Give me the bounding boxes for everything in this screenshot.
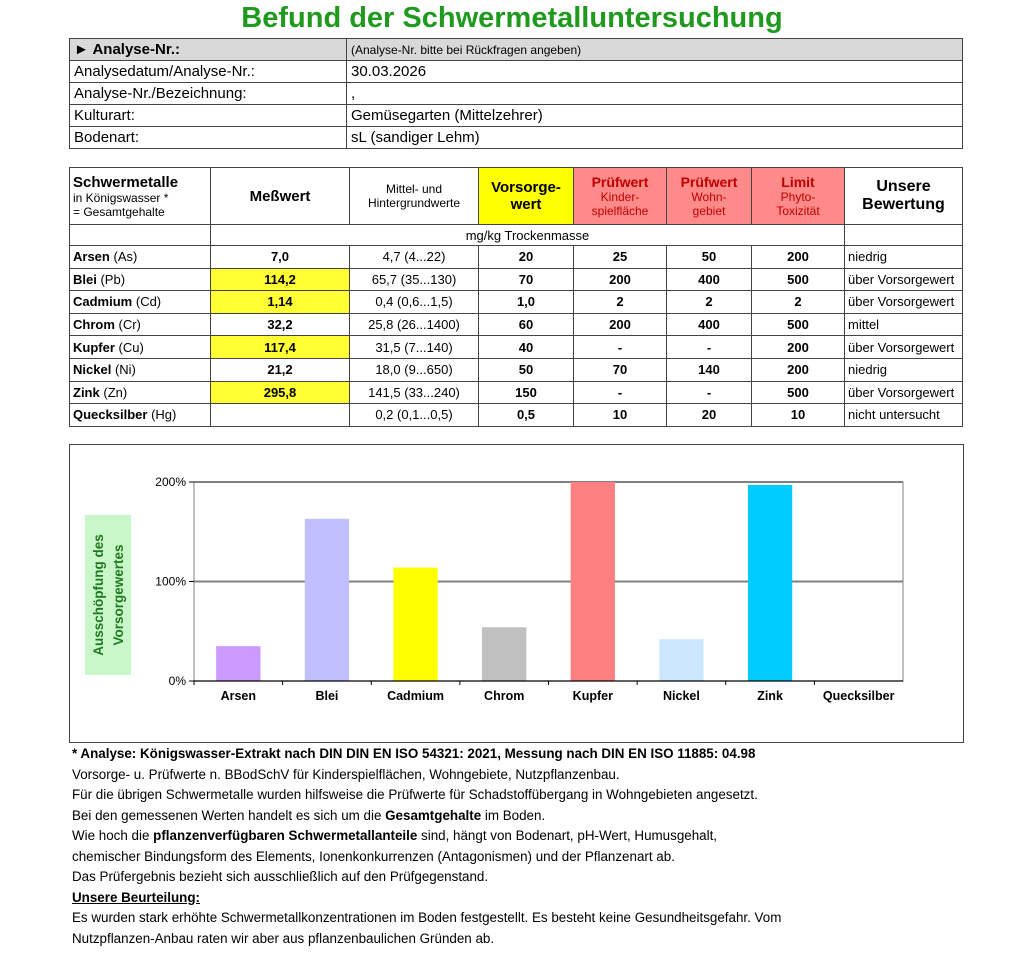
header-messwert [211, 168, 350, 225]
chart-bar-arsen [216, 646, 260, 681]
evaluation-text: niedrig [845, 358, 963, 381]
metal-symbol: (Cu) [118, 339, 144, 355]
chart-x-tick-label: Arsen [220, 689, 257, 703]
chart-x-tick-label: Nickel [663, 689, 700, 703]
analysis-number-label: ► Analyse-Nr.: [70, 39, 347, 61]
footer-text: Wie hoch die [72, 828, 154, 843]
metal-name: Chrom [73, 317, 115, 333]
chart-bar-zink [748, 485, 792, 681]
metal-symbol: (Ni) [114, 362, 136, 378]
chart-x-tick-label: Quecksilber [822, 689, 895, 703]
header-pw-line1: Prüfwert [680, 174, 738, 190]
info-label: Kulturart: [70, 105, 347, 127]
footer-line [72, 806, 972, 827]
metal-name: Zink [73, 384, 100, 400]
metal-name-cell [70, 313, 211, 336]
metal-name: Cadmium [73, 294, 133, 310]
header-messwert-label: Meßwert [249, 187, 311, 205]
table-row [70, 336, 963, 359]
phytotoxicity-limit: 500 [752, 381, 845, 404]
info-row [70, 61, 963, 83]
evaluation-text: über Vorsorgewert [845, 268, 963, 291]
background-value: 25,8 (26...1400) [350, 313, 479, 336]
precaution-value: 20 [479, 246, 574, 269]
table-row [70, 381, 963, 404]
phytotoxicity-limit: 200 [752, 358, 845, 381]
unit-empty-cell [845, 225, 963, 246]
info-row [70, 83, 963, 105]
analysis-info-table [69, 38, 963, 149]
chart-bar-blei [305, 519, 349, 681]
precaution-value: 70 [479, 268, 574, 291]
test-value-residential: - [667, 381, 752, 404]
footer-text: sind, hängt von Bodenart, pH-Wert, Humusgehalt, [417, 828, 718, 843]
header-bew-line1: Unsere [876, 178, 931, 195]
header-metals-sub2: = Gesamtgehalte [73, 204, 165, 219]
background-value: 0,2 (0,1...0,5) [350, 404, 479, 427]
analysis-number-note: (Analyse-Nr. bitte bei Rückfragen angeben) [347, 39, 963, 61]
chart-bar-cadmium [393, 568, 437, 681]
evaluation-text: über Vorsorgewert [845, 336, 963, 359]
header-mittel-line2: Hintergrundwerte [367, 196, 461, 210]
metal-symbol: (As) [113, 249, 138, 265]
phytotoxicity-limit: 2 [752, 291, 845, 314]
header-mittel [350, 168, 479, 225]
chart-x-tick-label: Blei [315, 689, 339, 703]
chart-x-tick-label: Chrom [484, 689, 525, 703]
metal-name-cell [70, 358, 211, 381]
footer-bold-text: Gesamtgehalte [385, 807, 482, 823]
background-value: 18,0 (9...650) [350, 358, 479, 381]
info-value: sL (sandiger Lehm) [347, 127, 963, 149]
background-value: 4,7 (4...22) [350, 246, 479, 269]
info-value: 30.03.2026 [347, 61, 963, 83]
header-metals-sub1: in Königswasser * [73, 190, 169, 205]
background-value: 0,4 (0,6...1,5) [350, 291, 479, 314]
metal-name-cell [70, 291, 211, 314]
metal-symbol: (Zn) [103, 384, 128, 400]
test-value-residential: 20 [667, 404, 752, 427]
metal-name: Kupfer [73, 339, 115, 355]
measured-value: 32,2 [211, 313, 350, 336]
phytotoxicity-limit: 200 [752, 336, 845, 359]
chart-bar-chrom [482, 627, 526, 681]
test-value-playground: - [574, 336, 667, 359]
analysis-number-row [70, 39, 963, 61]
chart-x-tick-label: Cadmium [387, 689, 445, 703]
test-value-residential: 2 [667, 291, 752, 314]
header-metals-title: Schwermetalle [73, 173, 179, 191]
footer-analysis-method: * Analyse: Königswasser-Extrakt nach DIN DIN EN ISO 54321: 2021, Messung nach DIN EN ISO 11885: 04.98 [72, 746, 756, 761]
unit-row [70, 225, 963, 246]
test-value-playground: 25 [574, 246, 667, 269]
metal-name-cell [70, 268, 211, 291]
metal-name: Nickel [73, 362, 112, 378]
test-value-residential: 140 [667, 358, 752, 381]
chart-bar-nickel [659, 639, 703, 681]
table-row [70, 268, 963, 291]
chart-x-tick-label: Zink [757, 689, 783, 703]
evaluation-text: über Vorsorgewert [845, 291, 963, 314]
footer-line: Für die übrigen Schwermetalle wurden hilfsweise die Prüfwerte für Schadstoffübergang in Wohngebieten angesetzt. [72, 787, 758, 802]
metal-symbol: (Cd) [135, 294, 162, 310]
evaluation-text: niedrig [845, 246, 963, 269]
heavy-metals-table [69, 167, 963, 427]
assessment-heading: Unsere Beurteilung: [72, 889, 200, 905]
header-vorsorgewert [479, 168, 574, 225]
measured-value: 114,2 [211, 268, 350, 291]
background-value: 65,7 (35...130) [350, 268, 479, 291]
unit-label: mg/kg Trockenmasse [211, 225, 845, 246]
chart-y-tick-label: 200% [155, 475, 186, 489]
info-row [70, 105, 963, 127]
info-value: Gemüsegarten (Mittelzehrer) [347, 105, 963, 127]
measured-value: 7,0 [211, 246, 350, 269]
chart-ylabel-line2: Vorsorgewertes [111, 544, 126, 646]
unit-empty-cell [70, 225, 211, 246]
test-value-playground: 70 [574, 358, 667, 381]
test-value-playground: 2 [574, 291, 667, 314]
test-value-residential: 50 [667, 246, 752, 269]
header-limit [752, 168, 845, 225]
info-row [70, 127, 963, 149]
precaution-value: 40 [479, 336, 574, 359]
precaution-value: 0,5 [479, 404, 574, 427]
assessment-text: Es wurden stark erhöhte Schwermetallkonzentrationen im Boden festgestellt. Es besteht keine Gesundheitsgefahr. Vom [72, 910, 782, 925]
footer-bold-text: pflanzenverfügbaren Schwermetallanteile [153, 828, 418, 843]
background-value: 31,5 (7...140) [350, 336, 479, 359]
metal-name: Quecksilber [73, 407, 148, 423]
chart-y-tick-label: 0% [168, 674, 186, 688]
footer-text: Bei den gemessenen Werten handelt es sich um die [72, 807, 386, 823]
assessment-text: Nutzpflanzen-Anbau raten wir aber aus pflanzenbaulichen Gründen ab. [72, 930, 495, 946]
test-value-playground: - [574, 381, 667, 404]
test-value-residential: - [667, 336, 752, 359]
metal-symbol: (Pb) [100, 271, 126, 287]
metal-symbol: (Hg) [151, 407, 177, 423]
header-vorsorge-line1: Vorsorge- [491, 179, 561, 196]
evaluation-text: über Vorsorgewert [845, 381, 963, 404]
info-label: Analyse-Nr./Bezeichnung: [70, 83, 347, 105]
table-header-row [70, 168, 963, 225]
footer-line [72, 826, 972, 847]
metal-symbol: (Cr) [118, 317, 141, 333]
header-pw-line2: Wohn- [691, 190, 727, 204]
metal-name: Blei [73, 271, 97, 287]
precaution-value: 1,0 [479, 291, 574, 314]
test-value-residential: 400 [667, 268, 752, 291]
info-label: Bodenart: [70, 127, 347, 149]
header-lim-line3: Toxizität [776, 204, 820, 218]
header-bewertung [845, 168, 963, 225]
header-lim-line1: Limit [781, 174, 815, 190]
footer-line: Vorsorge- u. Prüfwerte n. BBodSchV für Kinderspielflächen, Wohngebiete, Nutzpflanzenbau. [72, 766, 620, 782]
header-pruefwert-kinder [574, 168, 667, 225]
phytotoxicity-limit: 500 [752, 313, 845, 336]
chart-ylabel-line1: Ausschöpfung des [91, 534, 106, 656]
test-value-playground: 10 [574, 404, 667, 427]
measured-value [211, 404, 350, 427]
header-pk-line1: Prüfwert [591, 174, 649, 190]
header-mittel-line1: Mittel- und [385, 182, 443, 196]
background-value: 141,5 (33...240) [350, 381, 479, 404]
evaluation-text: nicht untersucht [845, 404, 963, 427]
table-row [70, 404, 963, 427]
measured-value: 21,2 [211, 358, 350, 381]
header-pk-line3: spielfläche [591, 204, 649, 218]
chart-container [69, 444, 964, 743]
chart-bar-kupfer [571, 482, 615, 681]
phytotoxicity-limit: 200 [752, 246, 845, 269]
info-value: , [347, 83, 963, 105]
test-value-playground: 200 [574, 268, 667, 291]
header-bew-line2: Bewertung [862, 196, 945, 213]
header-vorsorge-line2: wert [510, 196, 542, 213]
phytotoxicity-limit: 10 [752, 404, 845, 427]
footer-line: Das Prüfergebnis bezieht sich ausschließlich auf den Prüfgegenstand. [72, 869, 489, 884]
precaution-value: 60 [479, 313, 574, 336]
bar-chart [70, 445, 963, 742]
metal-name-cell [70, 246, 211, 269]
precaution-value: 50 [479, 358, 574, 381]
metal-name: Arsen [73, 249, 110, 265]
measured-value: 295,8 [211, 381, 350, 404]
header-pruefwert-wohn [667, 168, 752, 225]
measured-value: 1,14 [211, 291, 350, 314]
footer-text: im Boden. [481, 807, 546, 823]
header-lim-line2: Phyto- [780, 190, 816, 204]
header-pw-line3: gebiet [692, 204, 726, 218]
table-row [70, 358, 963, 381]
info-label: Analysedatum/Analyse-Nr.: [70, 61, 347, 83]
test-value-residential: 400 [667, 313, 752, 336]
test-value-playground: 200 [574, 313, 667, 336]
header-metals [70, 168, 211, 225]
header-pk-line2: Kinder- [600, 190, 640, 204]
phytotoxicity-limit: 500 [752, 268, 845, 291]
metal-name-cell [70, 404, 211, 427]
measured-value: 117,4 [211, 336, 350, 359]
page-title: Befund der Schwermetalluntersuchung [241, 2, 783, 34]
metal-name-cell [70, 336, 211, 359]
evaluation-text: mittel [845, 313, 963, 336]
table-row [70, 246, 963, 269]
metal-name-cell [70, 381, 211, 404]
chart-y-tick-label: 100% [155, 574, 186, 589]
precaution-value: 150 [479, 381, 574, 404]
footer-notes [72, 744, 972, 949]
table-row [70, 291, 963, 314]
footer-line: chemischer Bindungsform des Elements, Ionenkonkurrenzen (Antagonismen) und der Pflanzenart ab. [72, 848, 675, 864]
chart-x-tick-label: Kupfer [572, 689, 613, 703]
table-row [70, 313, 963, 336]
